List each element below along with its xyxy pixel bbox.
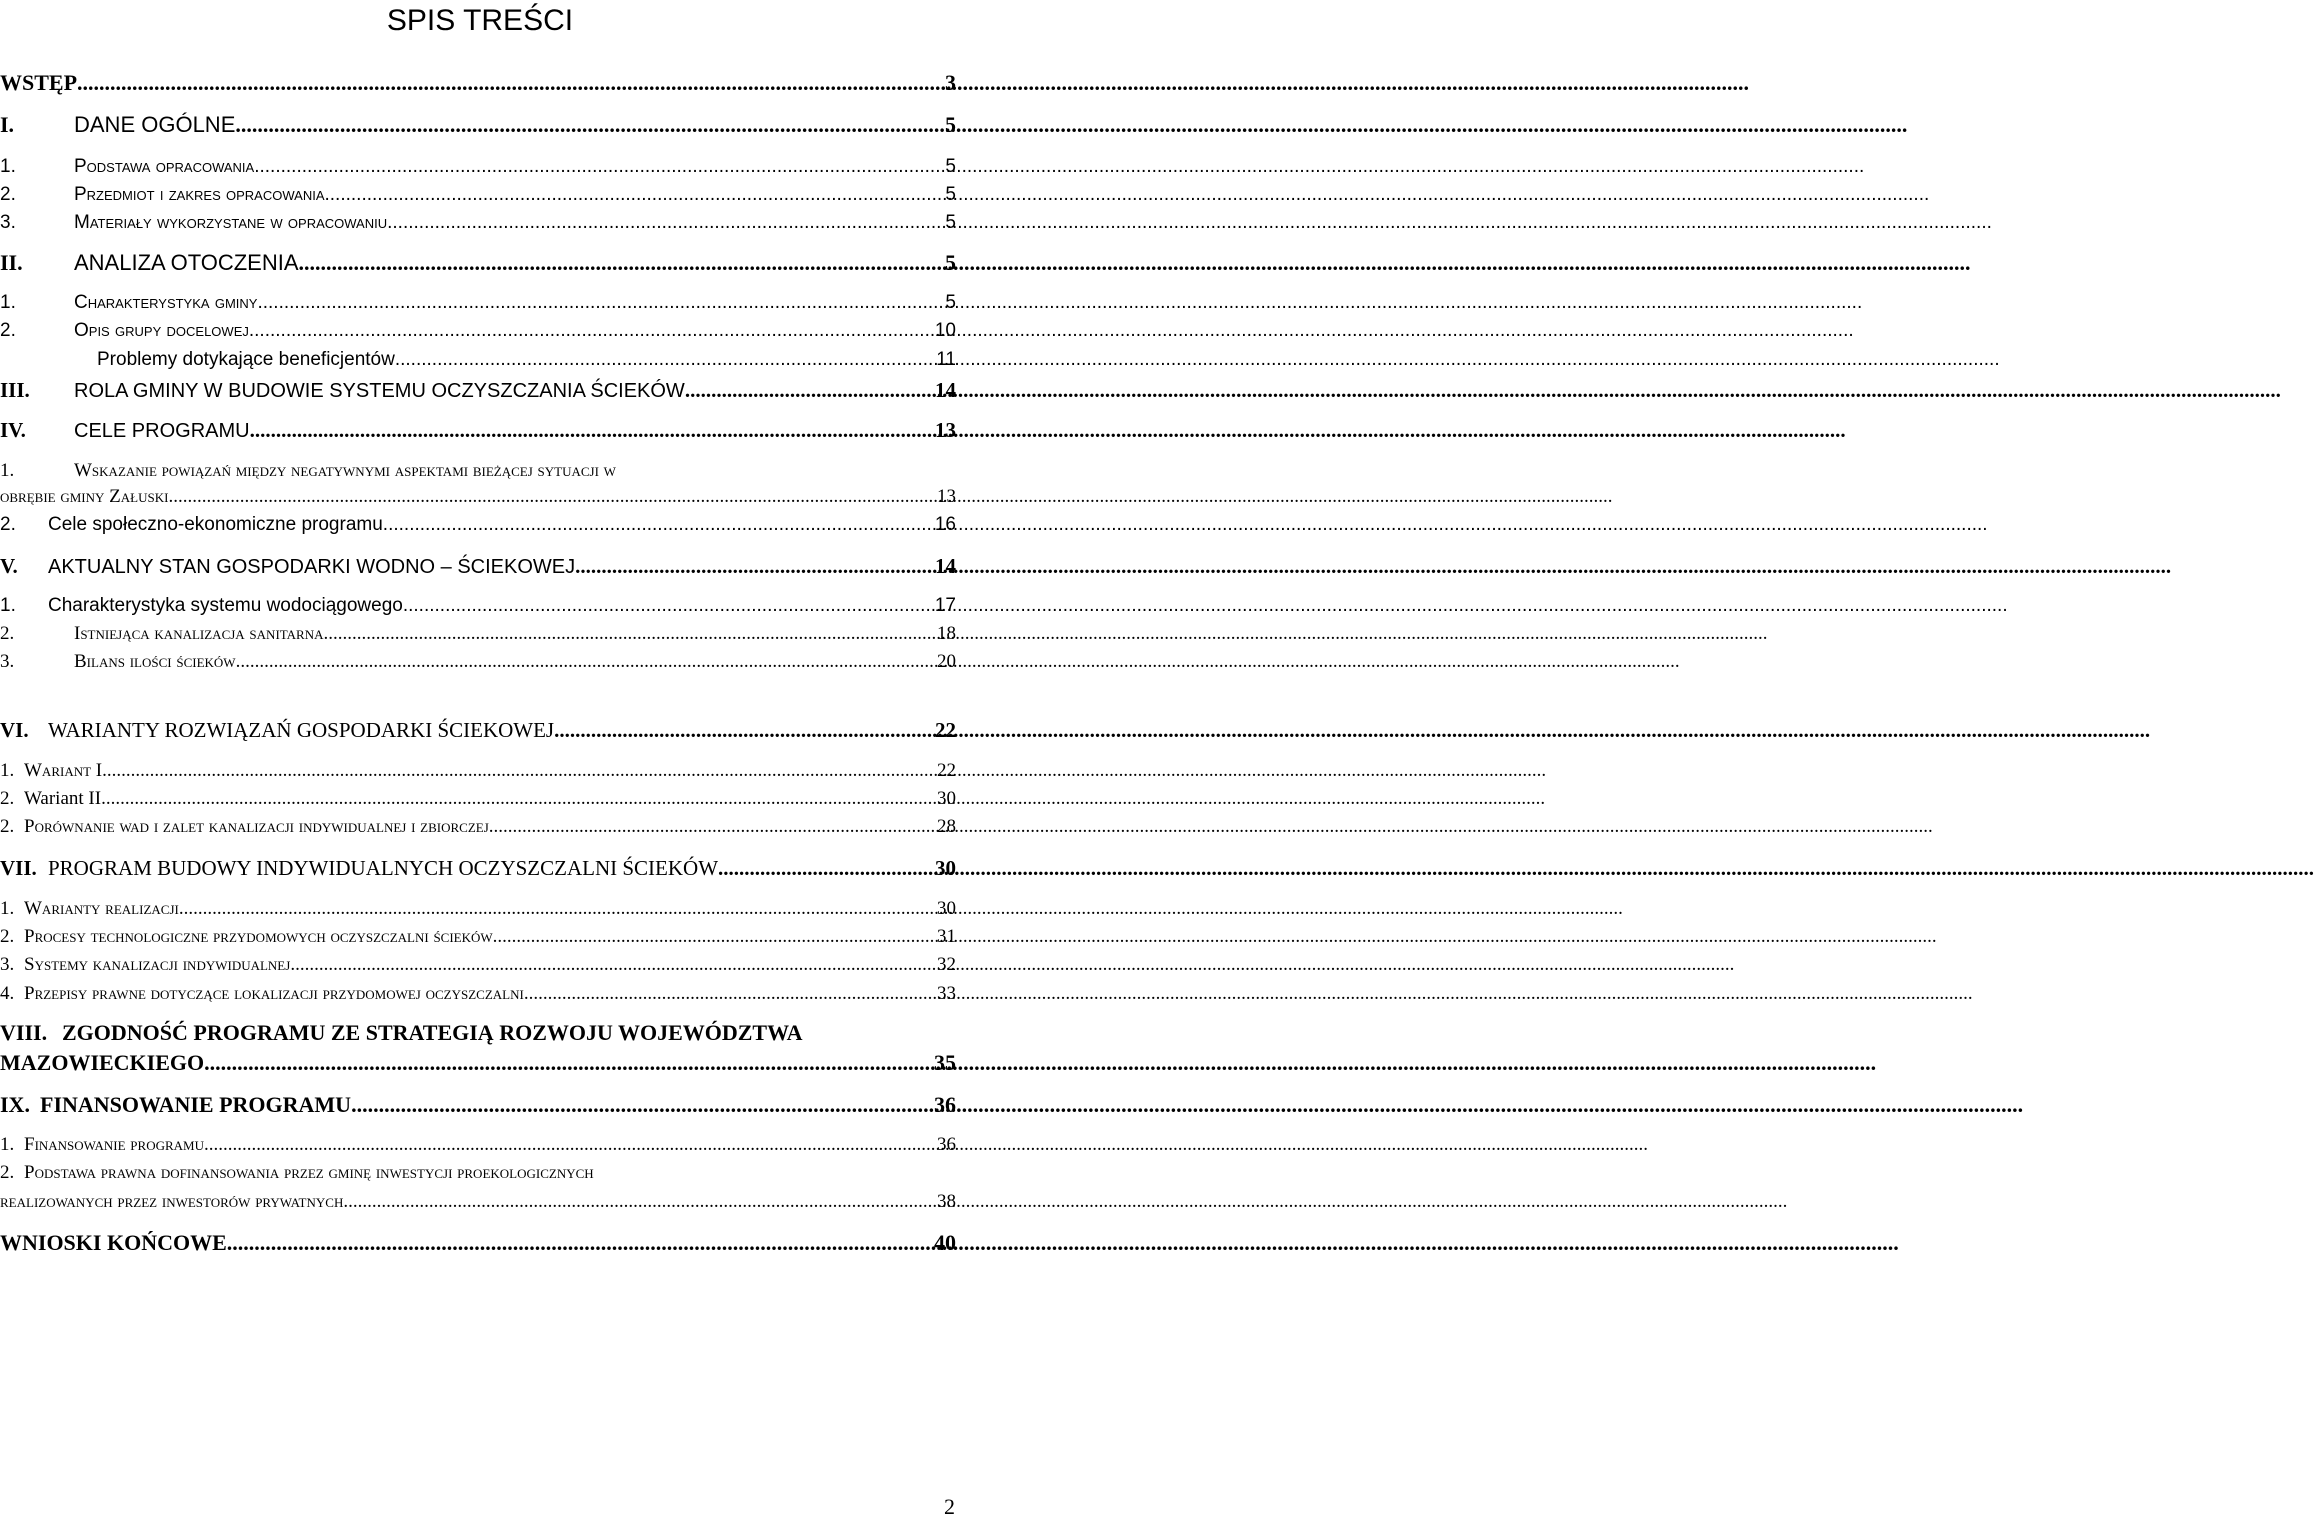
toc-page-number: 13 bbox=[937, 486, 956, 507]
toc-leader bbox=[403, 595, 935, 617]
toc-entry-title-continued: MAZOWIECKIEGO bbox=[0, 1050, 205, 1075]
toc-entry-title: ROLA GMINY W BUDOWIE SYSTEMU OCZYSZCZANIA ŚCIEKÓW bbox=[74, 380, 685, 402]
toc-entry-title: Procesy technologiczne przydomowych oczyszczalni ścieków bbox=[24, 926, 493, 947]
toc-entry-9-2-cont[interactable] bbox=[0, 1191, 956, 1213]
toc-entry-5-3[interactable] bbox=[0, 651, 956, 673]
toc-page-number: 36 bbox=[937, 1134, 956, 1155]
toc-page-number: 5 bbox=[945, 112, 956, 137]
toc-entry-title: Warianty realizacji bbox=[24, 898, 179, 919]
toc-page-number: 14 bbox=[935, 554, 956, 578]
toc-entry-title: Cele społeczno-ekonomiczne programu bbox=[48, 514, 383, 535]
toc-entry-1-1[interactable] bbox=[0, 156, 956, 178]
toc-leader bbox=[529, 983, 937, 1005]
toc-leader bbox=[227, 1230, 934, 1256]
toc-entry-title: PROGRAM BUDOWY INDYWIDUALNYCH OCZYSZCZALNI ŚCIEKÓW bbox=[48, 856, 719, 880]
toc-page-number: 16 bbox=[934, 514, 956, 535]
toc-entry-number: VII. bbox=[0, 856, 37, 880]
toc-page-number: 33 bbox=[937, 983, 956, 1004]
toc-leader bbox=[387, 212, 945, 234]
toc-entry-number: III. bbox=[0, 378, 30, 402]
toc-page-number: 5 bbox=[945, 156, 956, 177]
toc-page-number: 38 bbox=[937, 1191, 956, 1212]
toc-entry-number: 2. bbox=[0, 816, 15, 837]
toc-entry-title: ANALIZA OTOCZENIA bbox=[74, 250, 299, 275]
toc-entry-number: 1. bbox=[0, 292, 16, 313]
toc-entry-9-1[interactable] bbox=[0, 1134, 956, 1156]
toc-entry-1-3[interactable] bbox=[0, 212, 956, 234]
toc-entry-7-4[interactable] bbox=[0, 983, 956, 1005]
toc-entry-title: Wariant II bbox=[24, 788, 102, 809]
toc-entry-number: IX. bbox=[0, 1092, 30, 1117]
toc-entry-title: Podstawa opracowania. bbox=[74, 156, 260, 177]
toc-page-number: 31 bbox=[937, 926, 956, 947]
toc-leader bbox=[179, 898, 937, 920]
toc-entry-number: II. bbox=[0, 250, 23, 275]
toc-entry-title: Wskazanie powiązań między negatywnymi aspektami bieżącej sytuacji w bbox=[74, 460, 616, 481]
toc-entry-5-1[interactable] bbox=[0, 595, 956, 617]
toc-page-number: 11 bbox=[936, 349, 956, 370]
toc-entry-2-2-sub[interactable] bbox=[0, 349, 956, 371]
toc-entry-title: Problemy dotykające beneficjentów bbox=[97, 349, 395, 370]
toc-entry-title: Bilans ilości ścieków bbox=[74, 651, 236, 672]
toc-page-number: 5 bbox=[945, 184, 956, 205]
toc-page-number: 36 bbox=[934, 1092, 956, 1117]
toc-entry-label: WNIOSKI KOŃCOWE bbox=[0, 1230, 227, 1255]
toc-page-number: 30 bbox=[935, 856, 956, 880]
toc-entry-number: 3. bbox=[0, 954, 15, 975]
toc-entry-number: 2. bbox=[0, 926, 15, 947]
toc-page-number: 20 bbox=[937, 651, 956, 672]
toc-entry-number: 4. bbox=[0, 983, 15, 1004]
toc-leader bbox=[168, 486, 937, 508]
toc-entry-number: VI. bbox=[0, 718, 29, 742]
toc-entry-title-continued: realizowanych przez inwestorów prywatnych bbox=[0, 1191, 344, 1212]
toc-entry-chapter-5[interactable] bbox=[0, 554, 956, 579]
toc-entry-title: Finansowanie programu bbox=[24, 1134, 204, 1155]
toc-entry-title: Przepisy prawne dotyczące lokalizacji przydomowej oczyszczalni. bbox=[24, 983, 529, 1004]
toc-entry-number: 1. bbox=[0, 898, 15, 919]
toc-leader bbox=[290, 954, 937, 976]
toc-page-number: 30 bbox=[937, 788, 956, 809]
toc-entry-1-2[interactable] bbox=[0, 184, 956, 206]
toc-entry-chapter-4[interactable] bbox=[0, 418, 956, 443]
toc-page-number: 32 bbox=[937, 954, 956, 975]
toc-leader bbox=[383, 514, 935, 536]
toc-page-number: 5 bbox=[945, 212, 956, 233]
toc-leader bbox=[299, 250, 945, 276]
toc-leader bbox=[101, 788, 937, 810]
toc-entry-title: WARIANTY ROZWIĄZAŃ GOSPODARKI ŚCIEKOWEJ bbox=[48, 718, 555, 742]
toc-entry-wnioski[interactable] bbox=[0, 1230, 956, 1256]
toc-entry-number: IV. bbox=[0, 418, 26, 442]
toc-leader bbox=[395, 349, 936, 371]
toc-entry-9-2[interactable] bbox=[0, 1162, 594, 1184]
toc-entry-4-2[interactable] bbox=[0, 514, 956, 536]
toc-leader bbox=[493, 926, 937, 948]
toc-leader bbox=[204, 1134, 937, 1156]
toc-leader bbox=[718, 856, 935, 881]
toc-entry-label: WSTĘP bbox=[0, 70, 78, 95]
toc-leader bbox=[77, 70, 945, 96]
toc-page-number: 18 bbox=[937, 623, 956, 644]
toc-entry-2-2[interactable] bbox=[0, 320, 956, 342]
toc-leader bbox=[554, 718, 935, 743]
toc-entry-title: AKTUALNY STAN GOSPODARKI WODNO – ŚCIEKOWEJ bbox=[48, 556, 576, 578]
toc-leader bbox=[236, 651, 937, 673]
toc-entry-chapter-7[interactable] bbox=[0, 856, 956, 881]
toc-entry-number: 2. bbox=[0, 623, 15, 644]
toc-entry-number: VIII. bbox=[0, 1020, 48, 1045]
toc-page-number: 10 bbox=[934, 320, 956, 341]
toc-page-number: 5 bbox=[945, 250, 956, 275]
toc-entry-title: DANE OGÓLNE bbox=[74, 112, 236, 137]
toc-entry-title: Opis grupy docelowej bbox=[74, 320, 249, 341]
toc-entry-chapter-9[interactable] bbox=[0, 1092, 956, 1118]
toc-entry-number: 2. bbox=[0, 320, 16, 341]
toc-entry-4-1[interactable] bbox=[0, 460, 616, 482]
toc-leader bbox=[102, 760, 937, 782]
toc-leader bbox=[325, 184, 946, 206]
toc-leader bbox=[685, 378, 935, 403]
toc-entry-number: 3. bbox=[0, 212, 16, 233]
toc-entry-number: 1. bbox=[0, 595, 16, 616]
toc-entry-wstep[interactable] bbox=[0, 70, 956, 96]
toc-leader bbox=[260, 156, 946, 178]
toc-leader bbox=[250, 418, 935, 443]
toc-entry-number: 1. bbox=[0, 156, 16, 177]
toc-entry-number: I. bbox=[0, 112, 15, 137]
toc-entry-title: Przedmiot i zakres opracowania bbox=[74, 184, 325, 205]
toc-entry-7-2[interactable] bbox=[0, 926, 956, 948]
toc-entry-title: Istniejąca kanalizacja sanitarna bbox=[74, 623, 324, 644]
toc-leader bbox=[235, 112, 945, 138]
toc-page-number: 22 bbox=[935, 718, 956, 742]
toc-entry-5-2[interactable] bbox=[0, 623, 956, 645]
toc-entry-title-continued: obrębie gminy Załuski bbox=[0, 486, 169, 507]
toc-page-number: 30 bbox=[937, 898, 956, 919]
toc-leader bbox=[343, 1191, 937, 1213]
toc-leader bbox=[257, 292, 945, 314]
toc-entry-chapter-6[interactable] bbox=[0, 718, 956, 743]
toc-entry-4-1-cont[interactable] bbox=[0, 486, 956, 508]
toc-entry-title: Wariant I bbox=[24, 760, 103, 781]
toc-entry-number: 3. bbox=[0, 651, 15, 672]
toc-page-number: 13 bbox=[935, 418, 956, 442]
toc-leader bbox=[204, 1050, 934, 1076]
toc-page-number: 17 bbox=[934, 595, 956, 616]
toc-entry-title: Charakterystyka gminy bbox=[74, 292, 258, 313]
toc-leader bbox=[324, 623, 937, 645]
toc-entry-number: 2. bbox=[0, 514, 16, 535]
toc-entry-number: 1. bbox=[0, 460, 15, 481]
toc-entry-title: Charakterystyka systemu wodociągowego bbox=[48, 595, 403, 616]
toc-page-number: 35 bbox=[934, 1050, 956, 1075]
toc-entry-number: 2. bbox=[0, 1162, 15, 1183]
toc-page-number: 28 bbox=[937, 816, 956, 837]
toc-page-number: 40 bbox=[934, 1230, 956, 1255]
toc-page-number: 3 bbox=[945, 70, 956, 95]
toc-page-number: 5 bbox=[945, 292, 956, 313]
toc-entry-title: ZGODNOŚĆ PROGRAMU ZE STRATEGIĄ ROZWOJU WOJEWÓDZTWA bbox=[62, 1020, 803, 1045]
toc-entry-2-1[interactable] bbox=[0, 292, 956, 314]
toc-entry-7-3[interactable] bbox=[0, 954, 956, 976]
toc-entry-title: Podstawa prawna dofinansowania przez gminę inwestycji proekologicznych bbox=[24, 1162, 594, 1183]
toc-leader bbox=[249, 320, 935, 342]
toc-entry-title: Materiały wykorzystane w opracowaniu bbox=[74, 212, 388, 233]
toc-entry-title: Porównanie wad i zalet kanalizacji indywidualnej i zbiorczej bbox=[24, 816, 489, 837]
page-number: 2 bbox=[944, 1494, 955, 1519]
document-title: SPIS TREŚCI bbox=[386, 4, 574, 37]
toc-entry-number: 1. bbox=[0, 1134, 15, 1155]
toc-page-number: 22 bbox=[937, 760, 956, 781]
toc-entry-title: Systemy kanalizacji indywidualnej bbox=[24, 954, 291, 975]
toc-entry-number: V. bbox=[0, 554, 18, 578]
toc-leader bbox=[351, 1092, 934, 1118]
toc-entry-chapter-2[interactable] bbox=[0, 250, 956, 276]
toc-entry-number: 2. bbox=[0, 184, 16, 205]
toc-entry-title: FINANSOWANIE PROGRAMU bbox=[40, 1092, 352, 1117]
toc-entry-chapter-1[interactable] bbox=[0, 112, 956, 138]
toc-page-number: 14 bbox=[935, 378, 956, 402]
toc-entry-6-1[interactable] bbox=[0, 760, 956, 782]
toc-entry-7-1[interactable] bbox=[0, 898, 956, 920]
toc-entry-number: 2. bbox=[0, 788, 15, 809]
toc-entry-6-2[interactable] bbox=[0, 788, 956, 810]
toc-leader bbox=[489, 816, 937, 838]
toc-entry-chapter-8[interactable] bbox=[0, 1020, 803, 1046]
toc-entry-chapter-8-cont[interactable] bbox=[0, 1050, 956, 1076]
toc-entry-title: CELE PROGRAMU bbox=[74, 420, 250, 442]
toc-entry-6-3[interactable] bbox=[0, 816, 956, 838]
toc-leader bbox=[575, 554, 935, 579]
toc-entry-number: 1. bbox=[0, 760, 15, 781]
toc-entry-chapter-3[interactable] bbox=[0, 378, 956, 403]
